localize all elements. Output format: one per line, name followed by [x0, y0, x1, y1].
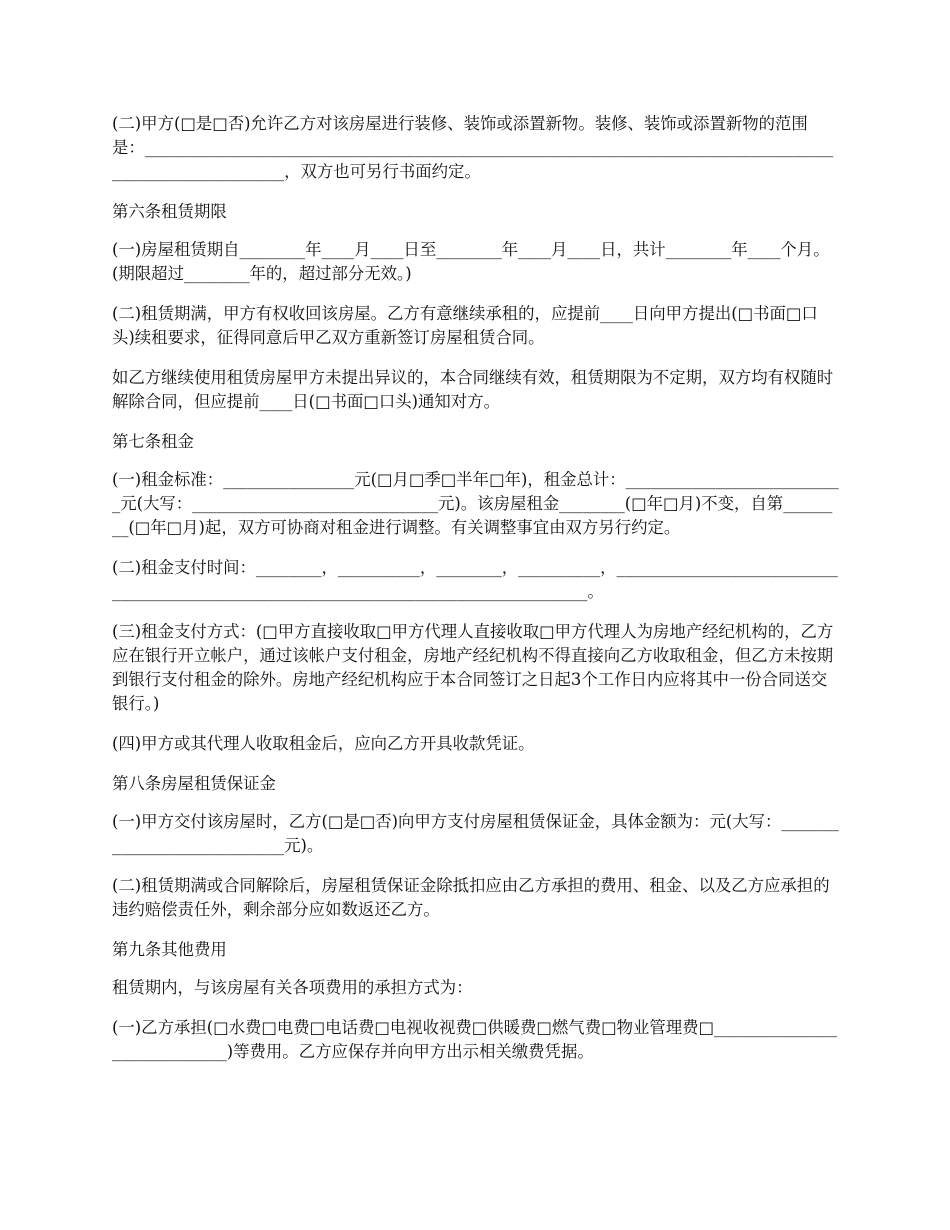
article-6-heading: 第六条租赁期限	[112, 202, 227, 221]
clause-9-1-tenant-fees: (一)乙方承担(□水费□电费□电话费□电视收视费□供暖费□燃气费□物业管理费□_____________________________)等费用。乙方应保存并向甲方出示相关缴费凭据。	[112, 1018, 837, 1061]
clause-5-2-decoration: (二)甲方(□是□否)允许乙方对该房屋进行装修、装饰或添置新物。装修、装饰或添置新物的范围是：_________________________________________________________________________________________________________，双方也可另行书面约定。	[112, 114, 834, 181]
clause-7-1-rent-standard: (一)租金标准：________________元(□月□季□半年□年)，租金总计：___________________________元(大写：______________________________元)。该房屋租金________(□年□月)不变，自第________(□年□月)起，双方可协商对租金进行调整。有关调整事宜由双方另行约定。	[112, 470, 839, 537]
article-9-intro: 租赁期内，与该房屋有关各项费用的承担方式为：	[112, 978, 473, 997]
clause-8-2-deposit-return: (二)租赁期满或合同解除后，房屋租赁保证金除抵扣应由乙方承担的费用、租金、以及乙方应承担的违约赔偿责任外，剩余部分应如数返还乙方。	[112, 876, 830, 919]
clause-6-1-lease-term: (一)房屋租赁期自________年____月____日至________年____月____日，共计________年____个月。(期限超过________年的，超过部分无效。)	[112, 240, 830, 283]
document-page	[112, 112, 840, 1080]
clause-6-2-renewal: (二)租赁期满，甲方有权收回该房屋。乙方有意继续承租的，应提前____日向甲方提出(□书面□口头)续租要求，征得同意后甲乙双方重新签订房屋租赁合同。	[112, 304, 818, 347]
article-7-heading: 第七条租金	[112, 432, 194, 451]
clause-7-4-receipt: (四)甲方或其代理人收取租金后，应向乙方开具收款凭证。	[112, 734, 535, 753]
clause-8-1-deposit: (一)甲方交付该房屋时，乙方(□是□否)向甲方支付房屋租赁保证金，具体金额为：元(大写：____________________________元)。	[112, 812, 839, 855]
article-9-heading: 第九条其他费用	[112, 940, 227, 959]
clause-6-3-indefinite: 如乙方继续使用租赁房屋甲方未提出异议的，本合同继续有效，租赁期限为不定期，双方均有权随时解除合同，但应提前____日(□书面□口头)通知对方。	[112, 368, 834, 411]
clause-7-3-payment-method: (三)租金支付方式：(□甲方直接收取□甲方代理人直接收取□甲方代理人为房地产经纪机构的，乙方应在银行开立帐户，通过该帐户支付租金，房地产经纪机构不得直接向乙方收取租金，但乙方未按期到银行支付租金的除外。房地产经纪机构应于本合同签订之日起3个工作日内应将其中一份合同送交银行。)	[112, 622, 834, 713]
article-8-heading: 第八条房屋租赁保证金	[112, 774, 276, 793]
clause-7-2-payment-time: (二)租金支付时间：________，__________，________，__________，_____________________________________________________________________________________。	[112, 558, 838, 601]
